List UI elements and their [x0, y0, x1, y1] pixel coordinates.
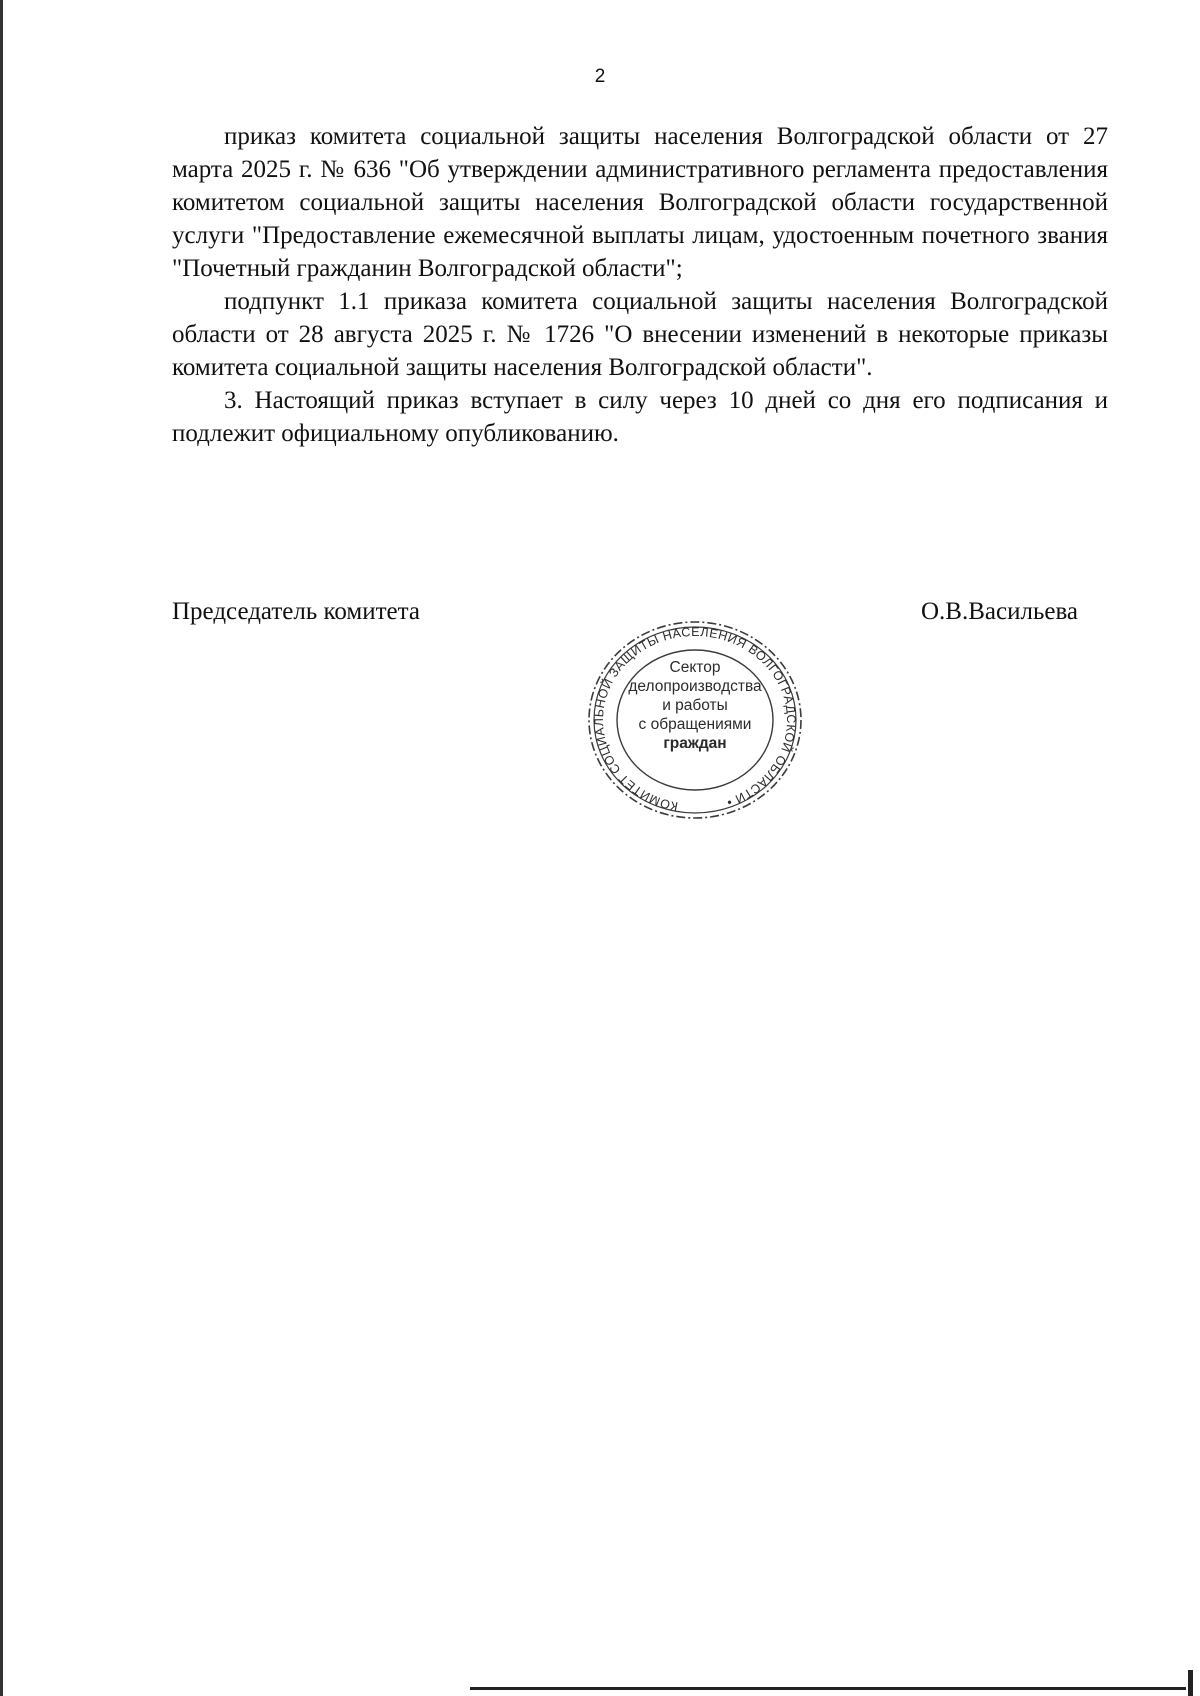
scan-left-edge: [0, 0, 3, 1696]
stamp-line: Сектор: [669, 659, 721, 676]
document-body: [172, 120, 1108, 450]
stamp-line: граждан: [663, 735, 727, 752]
stamp-line: с обращениями: [638, 716, 752, 733]
signer-name: О.В.Васильева: [921, 598, 1079, 625]
page-number: 2: [594, 66, 606, 87]
official-stamp: [578, 614, 812, 826]
scan-corner-mark: [1188, 1670, 1193, 1696]
signer-title: Председатель комитета: [172, 598, 420, 625]
paragraph-order-636: приказ комитета социальной защиты населения Волгоградской области от 27 марта 2025 г. № 636 "Об утверждении административного регламента предоставления комитетом социальной защиты населения Волгоградской области государственной услуги "Предоставление ежемесячной выплаты лицам, удостоенным почетного звания "Почетный гражданин Волгоградской области";: [172, 123, 1108, 282]
scan-bottom-edge: [470, 1687, 1186, 1690]
paragraph-subitem-1-1: подпункт 1.1 приказа комитета социальной защиты населения Волгоградской области от 28 августа 2025 г. № 1726 "О внесении изменений в некоторые приказы комитета социальной защиты населения Волгоградской области".: [172, 288, 1108, 381]
stamp-line: делопроизводства: [628, 678, 762, 695]
stamp-ring-text: КОМИТЕТ СОЦИАЛЬНОЙ ЗАЩИТЫ НАСЕЛЕНИЯ ВОЛГОГРАДСКОЙ ОБЛАСТИ •: [591, 624, 799, 814]
stamp-center-text: [618, 658, 772, 753]
paragraph-effective-date: 3. Настоящий приказ вступает в силу через 10 дней со дня его подписания и подлежит официальному опубликованию.: [172, 387, 1108, 447]
stamp-line: и работы: [662, 697, 728, 714]
